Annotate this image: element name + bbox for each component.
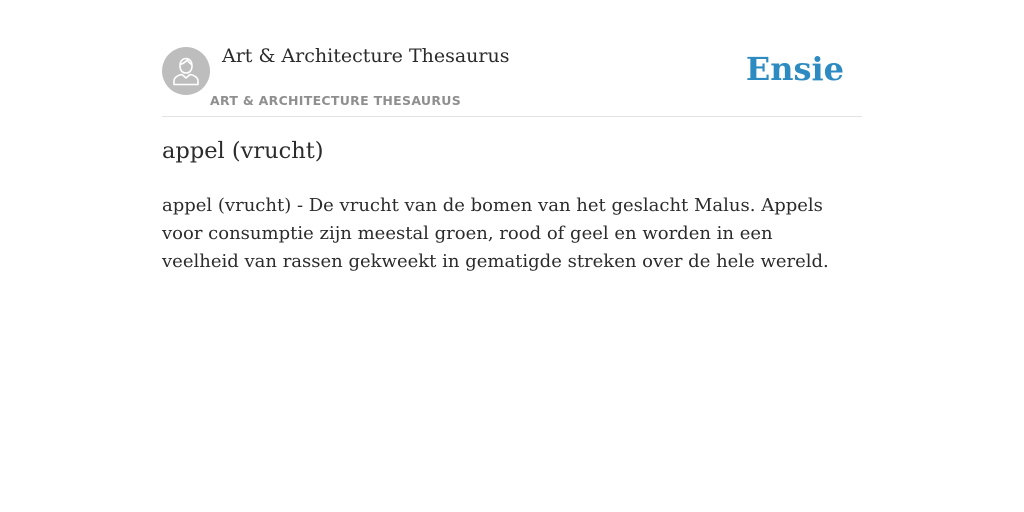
- entry-title: appel (vrucht): [162, 138, 324, 164]
- source-subtitle: ART & ARCHITECTURE THESAURUS: [210, 93, 462, 108]
- ensie-logo[interactable]: Ensie: [745, 50, 844, 88]
- entry-definition: appel (vrucht) - De vrucht van de bomen van het geslacht Malus. Appels voor consumptie zijn meestal groen, rood of geel en worden in een veelheid van rassen gekweekt in gematigde streken over de hele wereld.: [162, 195, 829, 272]
- source-title[interactable]: Art & Architecture Thesaurus: [222, 45, 510, 67]
- user-icon[interactable]: [162, 47, 210, 95]
- source-header: [162, 0, 862, 117]
